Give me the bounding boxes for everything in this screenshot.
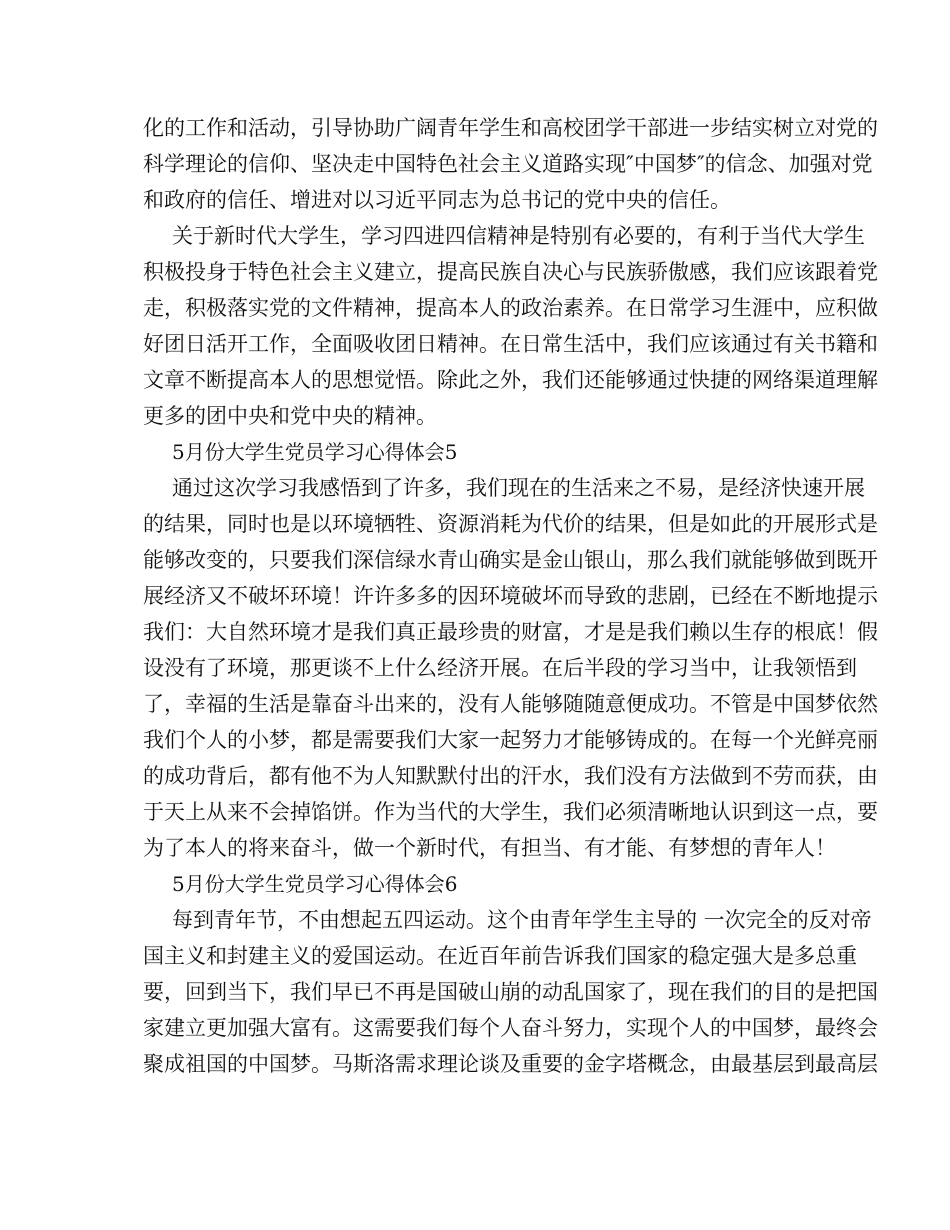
text-line: 关于新时代大学生，学习四进四信精神是特别有必要的，有利于当代大学生	[172, 224, 865, 248]
document-page	[143, 110, 878, 1082]
text-line: 积极投身于特色社会主义建立，提高民族自决心与民族骄傲感，我们应该跟着党	[143, 260, 878, 284]
text-line: 我们个人的小梦，都是需要我们大家一起努力才能够铸成的。在每一个光鲜亮丽	[143, 728, 878, 752]
paragraph	[143, 110, 878, 218]
section-heading	[143, 866, 806, 902]
text-line: 的结果，同时也是以环境牺牲、资源消耗为代价的结果，但是如此的开展形式是	[143, 512, 878, 536]
paragraph	[143, 218, 878, 434]
text-line: 能够改变的，只要我们深信绿水青山确实是金山银山，那么我们就能够做到既开	[143, 548, 878, 572]
text-line: 了，幸福的生活是靠奋斗出来的，没有人能够随随意便成功。不管是中国梦依然	[143, 692, 878, 716]
text-line: 为了本人的将来奋斗，做一个新时代，有担当、有才能、有梦想的青年人！	[143, 836, 836, 860]
text-line: 文章不断提高本人的思想觉悟。除此之外，我们还能够通过快捷的网络渠道理解	[143, 368, 878, 392]
text-line: 走，积极落实党的文件精神，提高本人的政治素养。在日常学习生涯中，应积做	[143, 296, 878, 320]
text-line: 我们：大自然环境才是我们真正最珍贵的财富，才是是我们赖以生存的根底！假	[143, 620, 878, 644]
text-line: 展经济又不破坏环境！许许多多的因环境破坏而导致的悲剧，已经在不断地提示	[143, 584, 878, 608]
text-line: 科学理论的信仰、坚决走中国特色社会主义道路实现″中国梦″的信念、加强对党	[143, 152, 873, 176]
text-line: 的成功背后，都有他不为人知默默付出的汗水，我们没有方法做到不劳而获，由	[143, 764, 878, 788]
heading-text: 5月份大学生党员学习心得体会6	[172, 872, 458, 896]
text-line: 聚成祖国的中国梦。马斯洛需求理论谈及重要的金字塔概念，由最基层到最高层	[143, 1052, 878, 1076]
text-line: 每到青年节，不由想起五四运动。这个由青年学生主导的 一次完全的反对帝	[172, 908, 872, 932]
text-line: 化的工作和活动，引导协助广阔青年学生和高校团学干部进一步结实树立对党的	[143, 116, 878, 140]
text-line: 家建立更加强大富有。这需要我们每个人奋斗努力，实现个人的中国梦，最终会	[143, 1016, 878, 1040]
section-heading	[143, 434, 806, 470]
text-line: 好团日活开工作，全面吸收团日精神。在日常生活中，我们应该通过有关书籍和	[143, 332, 878, 356]
text-line: 国主义和封建主义的爱国运动。在近百年前告诉我们国家的稳定强大是多总重	[143, 944, 857, 968]
paragraph	[143, 470, 878, 866]
text-line: 更多的团中央和党中央的精神。	[143, 404, 437, 428]
text-line: 要，回到当下，我们早已不再是国破山崩的动乱国家了，现在我们的目的是把国	[143, 980, 878, 1004]
text-line: 设没有了环境，那更谈不上什么经济开展。在后半段的学习当中，让我领悟到	[143, 656, 857, 680]
heading-text: 5月份大学生党员学习心得体会5	[172, 440, 458, 464]
text-line: 通过这次学习我感悟到了许多，我们现在的生活来之不易，是经济快速开展	[172, 476, 865, 500]
paragraph	[143, 902, 878, 1082]
text-line: 和政府的信任、增进对以习近平同志为总书记的党中央的信任。	[143, 188, 731, 212]
text-line: 于天上从来不会掉馅饼。作为当代的大学生，我们必须清晰地认识到这一点，要	[143, 800, 878, 824]
